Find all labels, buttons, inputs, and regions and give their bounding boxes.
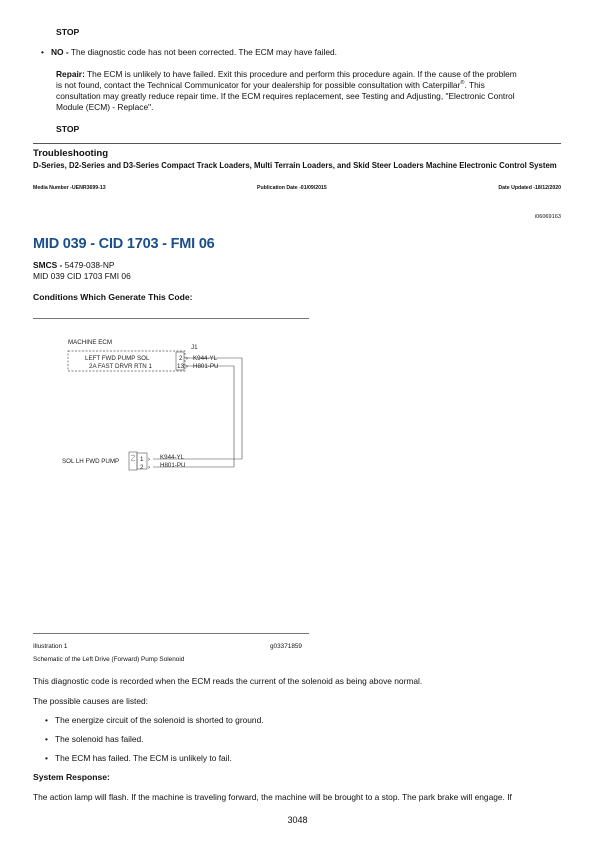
page-title: MID 039 - CID 1703 - FMI 06 (33, 236, 215, 252)
cause-item (45, 753, 232, 764)
illustration-graphic-id: g03371859 (270, 643, 302, 650)
repair-text-line: consultation may greatly reduce repair time. If the ECM requires replacement, see Testing and Adjusting, "Electronic Control (56, 91, 515, 102)
no-label: NO - (51, 47, 69, 57)
body-paragraph: The possible causes are listed: (33, 696, 148, 706)
page-number: 3048 (287, 815, 308, 825)
repair-text-line: is not found, contact the Technical Communicator for your dealership for possible consultation with Caterpillar (56, 80, 461, 91)
bullet-icon: • (45, 753, 48, 763)
connector-arrow-icon: › (186, 355, 189, 362)
no-bullet (41, 47, 337, 58)
pin1-num: 2 (179, 355, 183, 362)
media-number: Media Number -UENR3699-13 (33, 185, 106, 191)
doc-id: i06069163 (534, 214, 561, 220)
illustration-top-rule (33, 318, 309, 319)
cause-text: The ECM has failed. The ECM is unlikely to fail. (55, 753, 232, 763)
stop-label: STOP (56, 27, 80, 37)
stop-label: STOP (56, 124, 80, 134)
system-response-text: The action lamp will flash. If the machine is traveling forward, the machine will be brought to a stop. The park brake will engage. If (33, 792, 512, 802)
bullet-icon: • (45, 734, 48, 744)
registered-mark: ® (460, 80, 465, 87)
body-paragraph: This diagnostic code is recorded when the ECM reads the current of the solenoid as being above normal. (33, 676, 423, 686)
conditions-heading: Conditions Which Generate This Code: (33, 292, 193, 302)
cause-text: The solenoid has failed. (55, 734, 144, 744)
publication-date: Publication Date -01/09/2015 (257, 185, 327, 191)
doc-header-subtitle: D-Series, D2-Series and D3-Series Compact Track Loaders, Multi Terrain Loaders, and Skid Steer Loaders Machine Electronic Control System (33, 161, 557, 170)
illustration-bottom-rule (33, 633, 309, 634)
connector-arrow-icon: › (148, 464, 151, 471)
pin1-desc: LEFT FWD PUMP SOL (85, 355, 150, 362)
sol-wire1-label: K944-YL (160, 454, 185, 461)
sol-pin1: 1 (140, 456, 144, 463)
solenoid-schematic (33, 330, 313, 490)
connector-arrow-icon: › (186, 363, 189, 370)
wire2-label: H801-PU (193, 363, 219, 370)
system-response-heading: System Response: (33, 772, 110, 782)
ecm-label: MACHINE ECM (68, 339, 113, 346)
sol-wire2-label: H801-PU (160, 462, 186, 469)
illustration-number: Illustration 1 (33, 643, 68, 650)
repair-text-line: The ECM is unlikely to have failed. Exit this procedure and perform this procedure again. If the cause of the problem (87, 69, 517, 79)
cause-text: The energize circuit of the solenoid is shorted to ground. (55, 715, 264, 725)
connector-label: J1 (191, 344, 198, 351)
smcs-code: 5479-038-NP (64, 260, 115, 270)
solenoid-label: SOL LH FWD PUMP (62, 458, 120, 465)
date-updated: Date Updated -18/12/2020 (498, 185, 561, 191)
repair-text-line: . This (464, 80, 485, 91)
pin2-desc: 2A FAST DRVR RTN 1 (89, 363, 152, 370)
smcs-label: SMCS - (33, 260, 63, 270)
connector-arrow-icon: › (148, 456, 151, 463)
pin2-num: 13 (177, 363, 184, 370)
smcs-line2: MID 039 CID 1703 FMI 06 (33, 271, 131, 282)
doc-header-title: Troubleshooting (33, 148, 109, 159)
bullet-icon: • (45, 715, 48, 725)
repair-paragraph (56, 69, 566, 113)
solenoid-coil-icon (131, 455, 135, 461)
wire1-label: K944-YL (193, 355, 218, 362)
sol-pin2: 2 (140, 464, 144, 471)
repair-text-line: Module (ECM) - Replace". (56, 102, 154, 113)
no-text: The diagnostic code has not been corrected. The ECM may have failed. (70, 47, 338, 57)
repair-label: Repair: (56, 69, 85, 79)
cause-item (45, 715, 264, 726)
header-divider (33, 143, 561, 144)
cause-item (45, 734, 143, 745)
smcs-block (33, 260, 131, 282)
illustration-caption: Schematic of the Left Drive (Forward) Pump Solenoid (33, 656, 185, 663)
bullet-icon: • (41, 47, 44, 57)
